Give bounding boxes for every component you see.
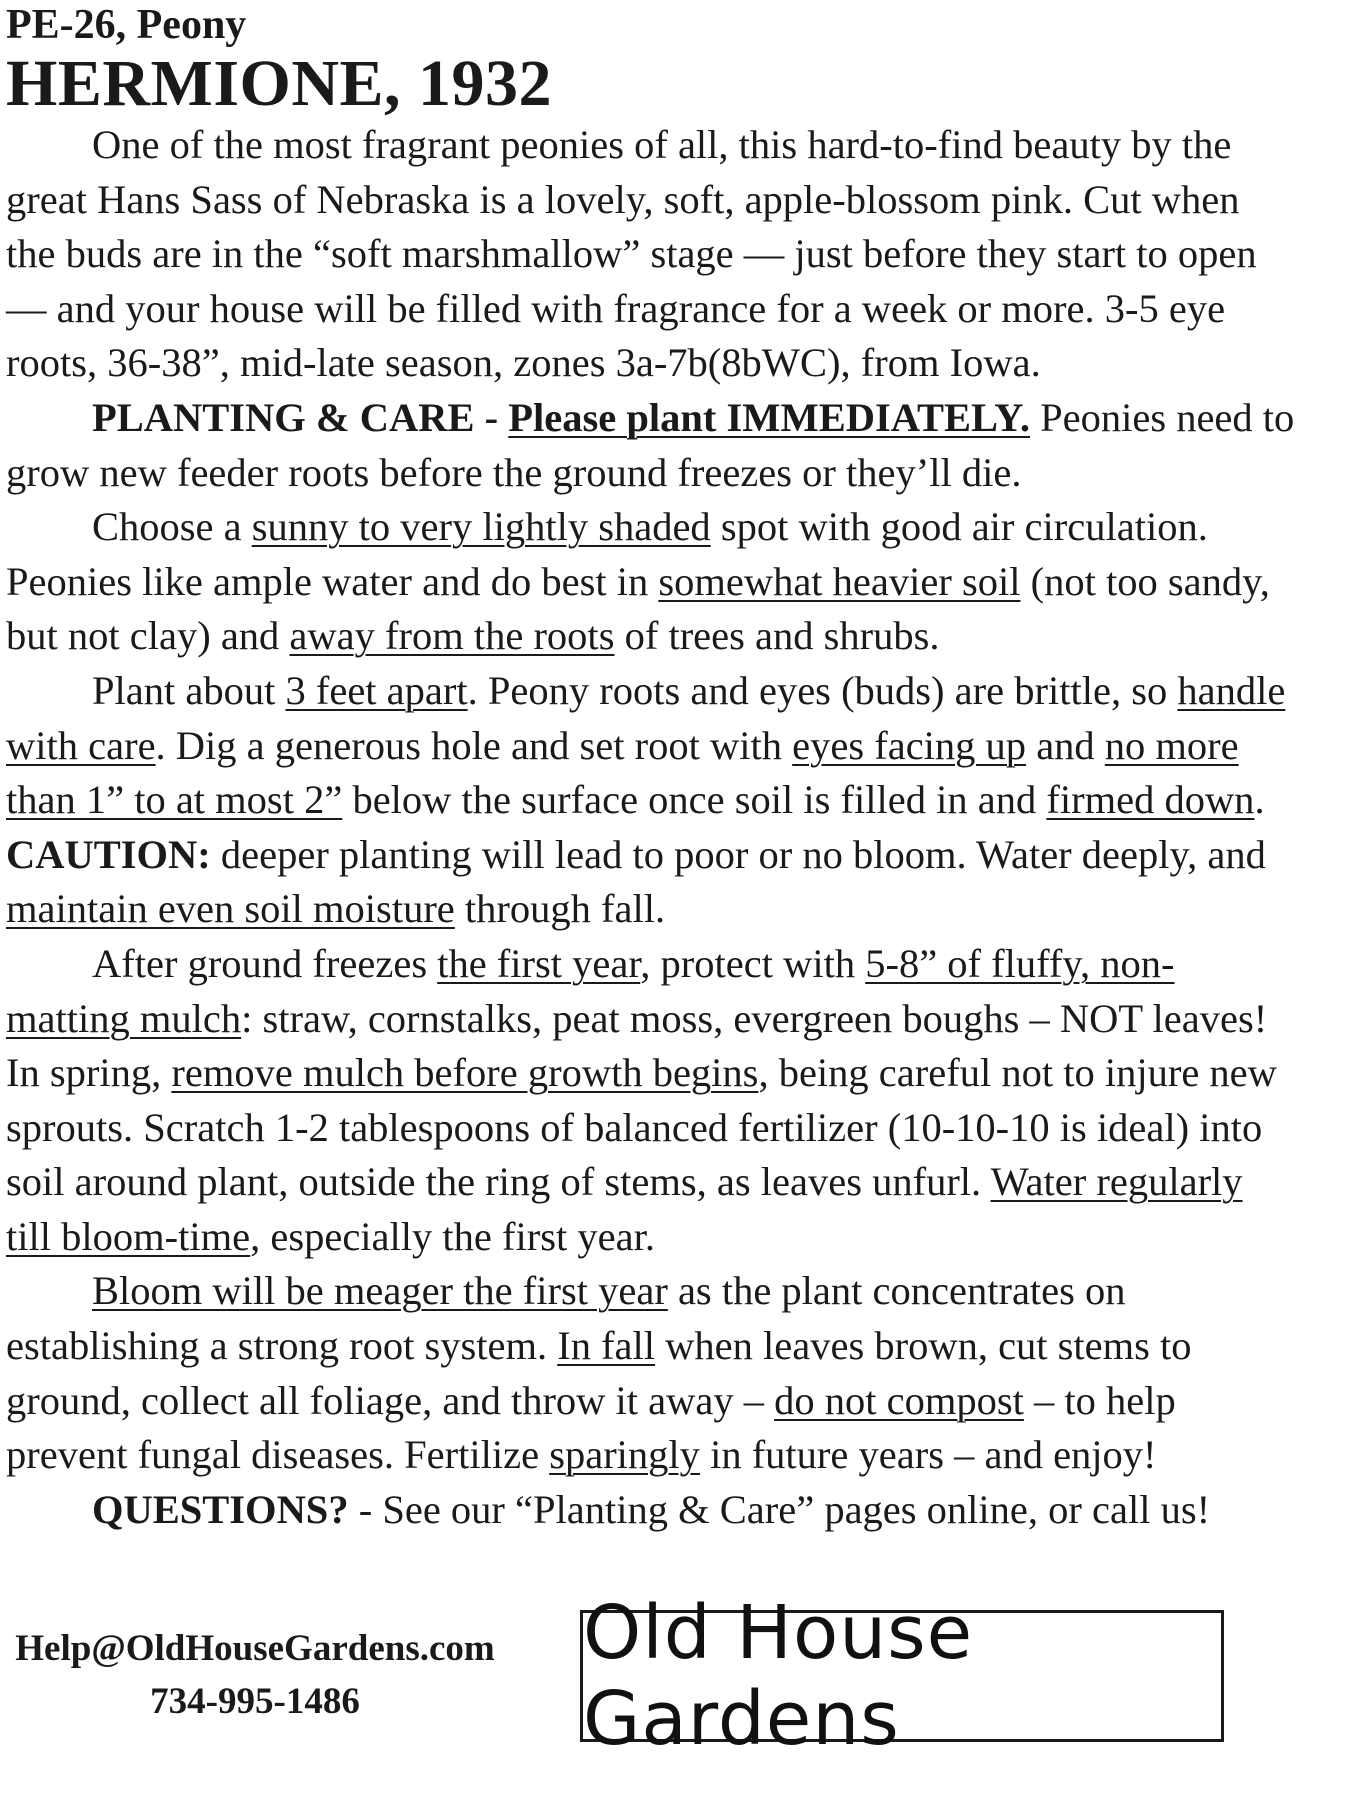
emphasis-text: no more than 1” to at most 2” bbox=[6, 722, 1239, 823]
emphasis-text: sparingly bbox=[549, 1432, 700, 1478]
care-text: , being careful not to injure new sprouts. Scratch 1-2 tablespoons of balanced fertilizer (10-10-10 is ideal) into soil around plant, outside the ring of stems, as leaves unfurl. bbox=[6, 1050, 1277, 1205]
intro-paragraph: One of the most fragrant peonies of all, this hard-to-find beauty by the great Hans Sass of Nebraska is a lovely, soft, apple-blossom pink. Cut when the buds are in the “soft marshmallow” stage — just before they start to open — and your house will be filled with fragrance for a week or more. 3-5 eye roots, 36-38”, mid-late season, zones 3a-7b(8bWC), from Iowa. bbox=[6, 122, 1257, 386]
care-text: through fall. bbox=[454, 886, 666, 932]
page-title: HERMIONE, 1932 bbox=[6, 47, 553, 120]
care-paragraph-3 bbox=[6, 664, 1296, 937]
care-text: , protect with bbox=[640, 940, 866, 986]
care-text: deeper planting will lead to poor or no bloom. Water deeply, and bbox=[210, 831, 1266, 877]
emphasis-text: away from the roots bbox=[289, 613, 615, 659]
care-text: After ground freezes bbox=[92, 940, 438, 986]
care-text: when leaves brown, cut stems to ground, collect all foliage, and throw it away – bbox=[6, 1323, 1192, 1423]
care-paragraph-5 bbox=[6, 1264, 1296, 1482]
emphasis-text: Water regularly till bloom-time bbox=[6, 1159, 1243, 1259]
contact-block bbox=[0, 1622, 510, 1728]
care-text: Peonies need to grow new feeder roots before the ground freezes or they’ll die. bbox=[6, 394, 1295, 495]
questions-text: - See our “Planting & Care” pages online, or call us! bbox=[348, 1486, 1211, 1532]
phone-number[interactable]: 734-995-1486 bbox=[150, 1681, 360, 1722]
emphasis-text: remove mulch before growth begins bbox=[171, 1050, 759, 1096]
emphasis-text: sunny to very lightly shaded bbox=[251, 504, 711, 550]
care-paragraph-1 bbox=[6, 391, 1296, 500]
emphasis-text: the first year bbox=[437, 940, 641, 986]
product-code: PE-26, Peony bbox=[6, 2, 247, 48]
care-text: . Peony roots and eyes (buds) are brittle, so bbox=[467, 667, 1178, 713]
plant-immediately-notice: Please plant IMMEDIATELY. bbox=[508, 394, 1030, 440]
questions-heading: QUESTIONS? bbox=[92, 1486, 349, 1532]
emphasis-text: In fall bbox=[557, 1323, 656, 1369]
care-text: : straw, cornstalks, peat moss, evergreen boughs – NOT leaves! In spring, bbox=[6, 995, 1268, 1096]
caution-label: CAUTION: bbox=[6, 831, 211, 877]
care-paragraph-4 bbox=[6, 937, 1296, 1265]
brand-logo-box bbox=[580, 1590, 1224, 1762]
emphasis-text: eyes facing up bbox=[792, 722, 1027, 768]
care-separator: - bbox=[474, 394, 509, 440]
emphasis-text: 3 feet apart bbox=[285, 667, 468, 713]
care-text: of trees and shrubs. bbox=[614, 613, 940, 659]
emphasis-text: maintain even soil moisture bbox=[6, 886, 455, 932]
emphasis-text: do not compost bbox=[774, 1377, 1024, 1423]
emphasis-text: firmed down bbox=[1046, 777, 1255, 823]
care-text: (not too sandy, but not clay) and bbox=[6, 558, 1270, 659]
care-text: below the surface once soil is filled in and bbox=[342, 777, 1047, 823]
care-text: Plant about bbox=[92, 667, 286, 713]
emphasis-text: handle with care bbox=[6, 667, 1286, 768]
brand-logo: Old House Gardens bbox=[583, 1590, 974, 1762]
description-body bbox=[6, 118, 1296, 1537]
care-text: . bbox=[1254, 777, 1265, 823]
care-text: . Dig a generous hole and set root with bbox=[155, 722, 793, 768]
care-text: and bbox=[1026, 722, 1105, 768]
care-text: , especially the first year. bbox=[250, 1213, 655, 1259]
care-text: Choose a bbox=[92, 504, 252, 550]
emphasis-text: Bloom will be meager the first year bbox=[92, 1268, 668, 1314]
email-address[interactable]: Help@OldHouseGardens.com bbox=[15, 1628, 495, 1669]
care-text: in future years – and enjoy! bbox=[699, 1432, 1157, 1478]
care-heading: PLANTING & CARE bbox=[92, 394, 475, 440]
care-text: spot with good air circulation. Peonies like ample water and do best in bbox=[6, 504, 1208, 604]
product-sheet bbox=[6, 0, 1296, 1537]
care-text: as the plant concentrates on establishing a strong root system. bbox=[6, 1268, 1126, 1369]
emphasis-text: 5-8” of fluffy, non-matting mulch bbox=[6, 940, 1175, 1041]
emphasis-text: somewhat heavier soil bbox=[658, 558, 1021, 604]
care-text: – to help prevent fungal diseases. Fertilize bbox=[6, 1377, 1176, 1478]
care-paragraph-2 bbox=[6, 500, 1296, 664]
questions-paragraph bbox=[6, 1483, 1296, 1538]
